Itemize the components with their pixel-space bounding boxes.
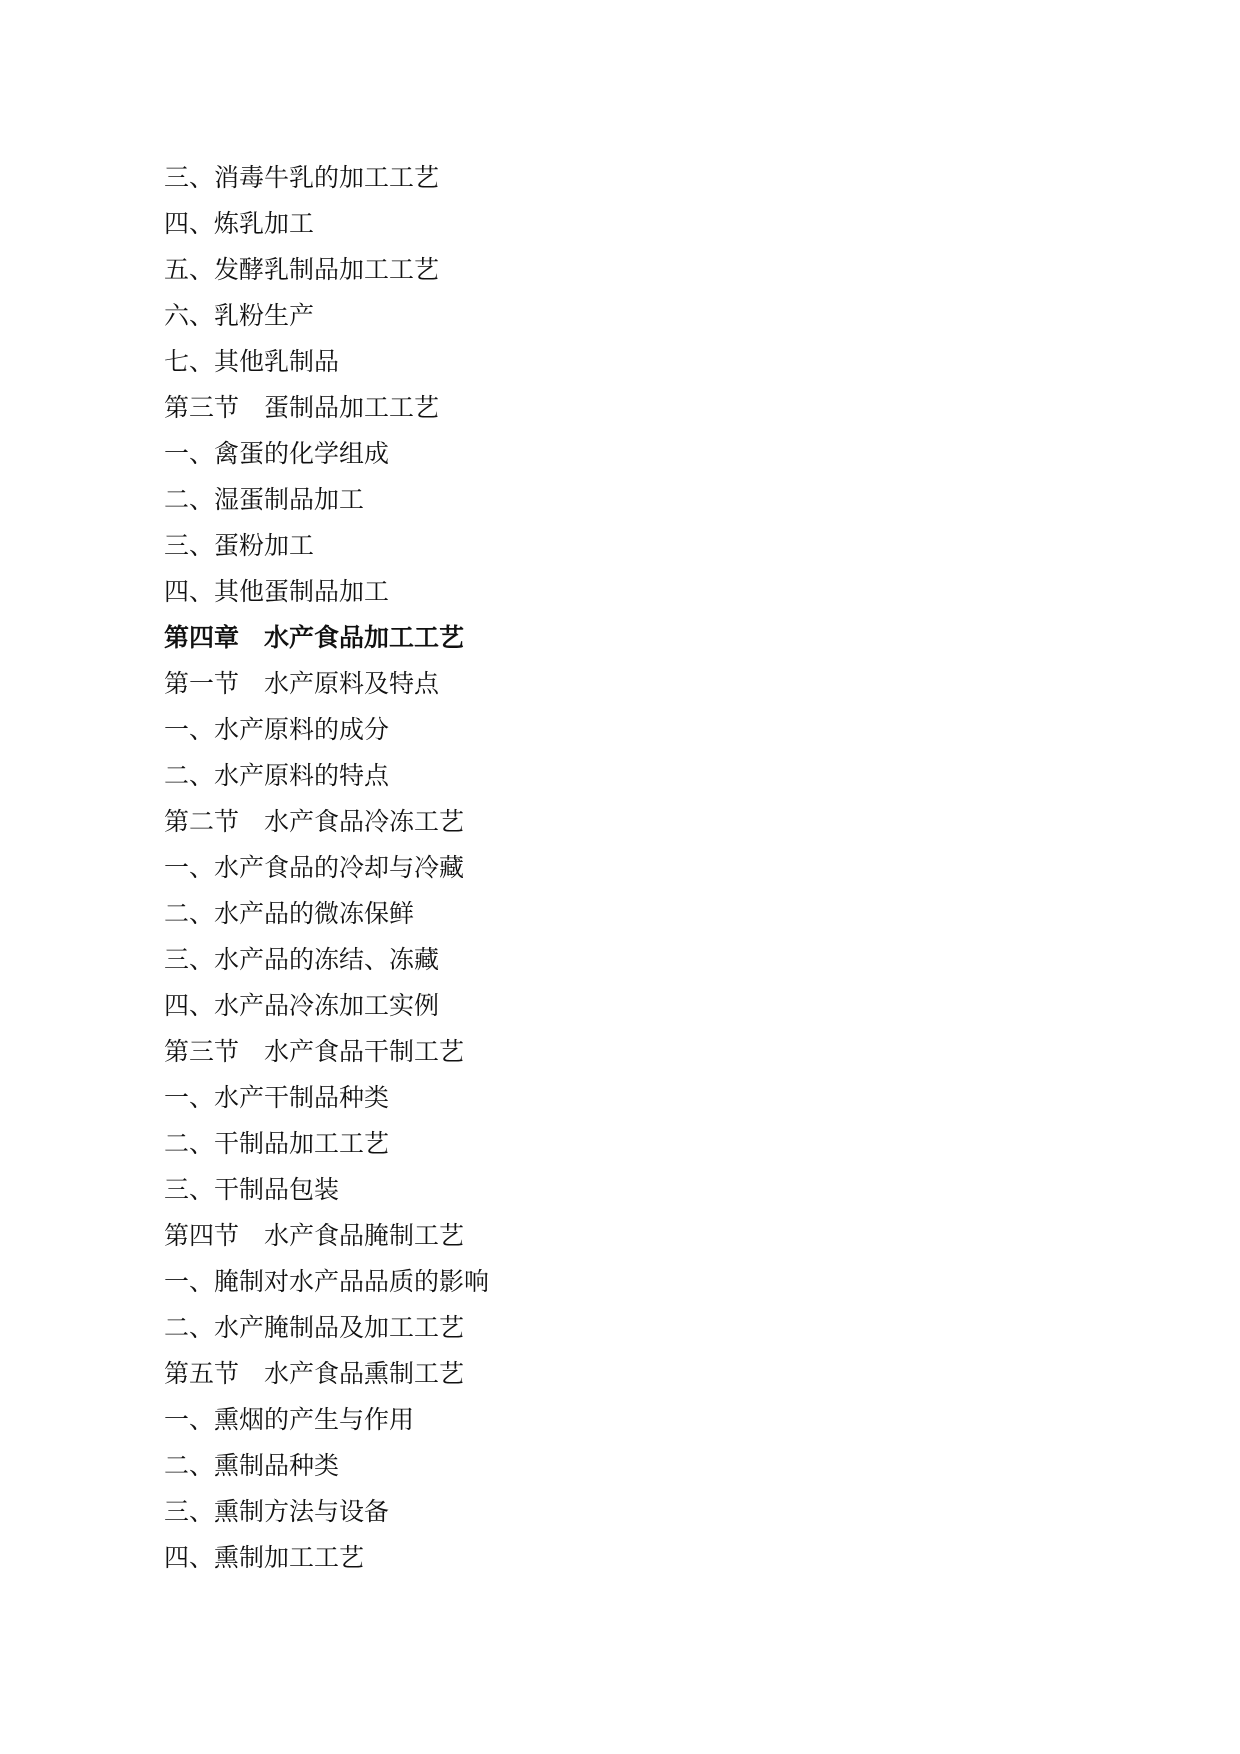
toc-item: 二、水产原料的特点 — [164, 761, 390, 790]
toc-item: 二、熏制品种类 — [164, 1451, 340, 1480]
section-heading: 第五节 水产食品熏制工艺 — [164, 1359, 465, 1388]
toc-item: 四、熏制加工工艺 — [164, 1543, 365, 1572]
toc-item: 六、乳粉生产 — [164, 301, 315, 330]
toc-item: 三、熏制方法与设备 — [164, 1497, 390, 1526]
table-of-contents — [164, 155, 489, 1581]
toc-item: 二、水产腌制品及加工工艺 — [164, 1313, 465, 1342]
section-heading: 第一节 水产原料及特点 — [164, 669, 440, 698]
toc-item: 二、湿蛋制品加工 — [164, 485, 365, 514]
toc-item: 四、水产品冷冻加工实例 — [164, 991, 440, 1020]
toc-item: 一、腌制对水产品品质的影响 — [164, 1267, 490, 1296]
section-heading: 第三节 水产食品干制工艺 — [164, 1037, 465, 1066]
toc-item: 二、水产品的微冻保鲜 — [164, 899, 415, 928]
toc-item: 三、水产品的冻结、冻藏 — [164, 945, 440, 974]
toc-item: 三、消毒牛乳的加工工艺 — [164, 163, 440, 192]
section-heading: 第二节 水产食品冷冻工艺 — [164, 807, 465, 836]
toc-item: 一、水产食品的冷却与冷藏 — [164, 853, 465, 882]
toc-item: 一、水产原料的成分 — [164, 715, 390, 744]
section-heading: 第四节 水产食品腌制工艺 — [164, 1221, 465, 1250]
chapter-heading: 第四章 水产食品加工工艺 — [164, 623, 465, 652]
toc-item: 二、干制品加工工艺 — [164, 1129, 390, 1158]
toc-item: 一、水产干制品种类 — [164, 1083, 390, 1112]
toc-item: 四、其他蛋制品加工 — [164, 577, 390, 606]
section-heading: 第三节 蛋制品加工工艺 — [164, 393, 440, 422]
toc-item: 七、其他乳制品 — [164, 347, 340, 376]
toc-item: 一、熏烟的产生与作用 — [164, 1405, 415, 1434]
toc-item: 一、禽蛋的化学组成 — [164, 439, 390, 468]
toc-item: 三、干制品包装 — [164, 1175, 340, 1204]
toc-item: 四、炼乳加工 — [164, 209, 315, 238]
toc-item: 三、蛋粉加工 — [164, 531, 315, 560]
toc-item: 五、发酵乳制品加工工艺 — [164, 255, 440, 284]
